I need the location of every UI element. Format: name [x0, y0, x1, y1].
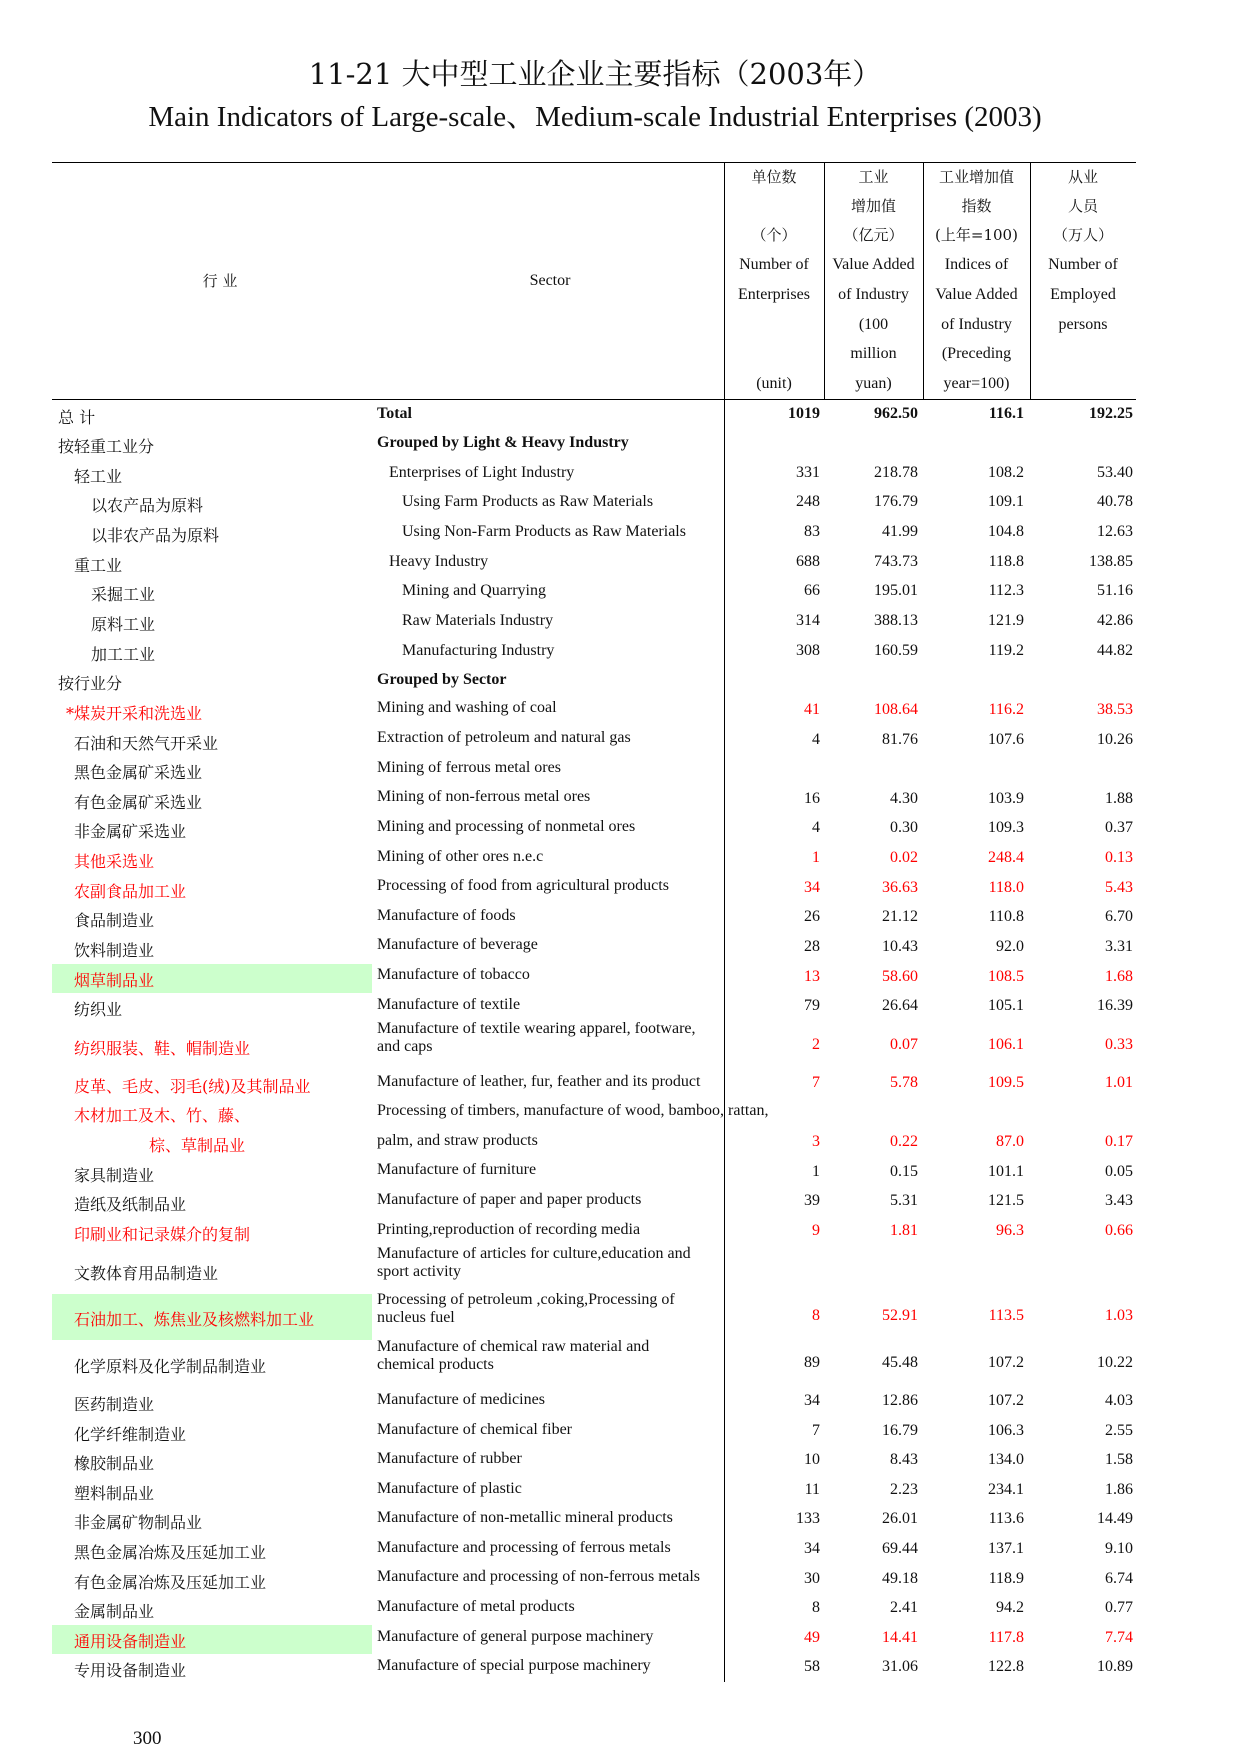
header-text: (unit): [756, 375, 792, 392]
employed-value: 38.53: [1097, 701, 1133, 718]
employed-value: 16.39: [1097, 997, 1133, 1014]
enterprises-value: 30: [804, 1570, 820, 1587]
enterprises-value: 248: [796, 493, 820, 510]
value-added-value: 26.64: [882, 997, 918, 1014]
industry-cn: 农副食品加工业: [74, 882, 187, 901]
industry-cn: 化学原料及化学制品制造业: [74, 1357, 267, 1376]
sector-en: Using Non-Farm Products as Raw Materials: [402, 523, 686, 540]
index-value: 105.1: [988, 997, 1024, 1014]
employed-value: 44.82: [1097, 642, 1133, 659]
header-bottom-rule: [52, 399, 1136, 400]
value-added-value: 160.59: [874, 642, 918, 659]
enterprises-value: 11: [804, 1481, 820, 1498]
sector-en: Manufacture of rubber: [377, 1450, 522, 1467]
industry-cn: 化学纤维制造业: [74, 1425, 187, 1444]
value-added-value: 58.60: [882, 968, 918, 985]
employed-value: 9.10: [1105, 1540, 1133, 1557]
sector-en: Manufacture of tobacco: [377, 966, 530, 983]
enterprises-value: 7: [812, 1422, 820, 1439]
employed-value: 4.03: [1105, 1392, 1133, 1409]
page-number: 300: [133, 1728, 162, 1749]
value-added-value: 0.30: [890, 819, 918, 836]
industry-cn: 食品制造业: [74, 911, 155, 930]
enterprises-value: 89: [804, 1354, 820, 1371]
employed-value: 10.89: [1097, 1658, 1133, 1675]
enterprises-value: 41: [804, 701, 820, 718]
sector-en: Grouped by Light & Heavy Industry: [377, 434, 629, 451]
header-text: Enterprises: [738, 286, 810, 303]
index-value: 113.6: [988, 1510, 1024, 1527]
sector-en: Manufacture of foods: [377, 907, 516, 924]
industry-cn: 按轻重工业分: [58, 437, 155, 456]
sector-en: Manufacture of paper and paper products: [377, 1191, 642, 1208]
header-text: 增加值: [850, 197, 896, 215]
enterprises-value: 34: [804, 1392, 820, 1409]
sector-en: Manufacture of special purpose machinery: [377, 1657, 651, 1674]
employed-value: 1.01: [1105, 1074, 1133, 1091]
value-added-value: 26.01: [882, 1510, 918, 1527]
enterprises-value: 79: [804, 997, 820, 1014]
value-added-value: 5.31: [890, 1192, 918, 1209]
industry-cn: 非金属矿物制品业: [74, 1513, 203, 1532]
industry-cn: 重工业: [74, 556, 123, 575]
header-text: yuan): [855, 375, 892, 392]
employed-value: 40.78: [1097, 493, 1133, 510]
sector-en: Processing of food from agricultural products: [377, 877, 669, 894]
employed-value: 53.40: [1097, 464, 1133, 481]
index-value: 109.3: [988, 819, 1024, 836]
employed-value: 10.22: [1097, 1354, 1133, 1371]
industry-cn: 石油加工、炼焦业及核燃料加工业: [74, 1310, 315, 1329]
employed-value: 3.31: [1105, 938, 1133, 955]
industry-cn: 非金属矿采选业: [74, 822, 187, 841]
enterprises-value: 3: [812, 1133, 820, 1150]
employed-value: 1.58: [1105, 1451, 1133, 1468]
sector-en: Manufacture and processing of ferrous metals: [377, 1539, 671, 1556]
industry-cn: 总 计: [58, 408, 96, 427]
value-added-value: 45.48: [882, 1354, 918, 1371]
industry-cn: 原料工业: [91, 615, 156, 634]
industry-cn: 黑色金属矿采选业: [74, 763, 203, 782]
enterprises-value: 7: [812, 1074, 820, 1091]
industry-cn: 有色金属冶炼及压延加工业: [74, 1573, 267, 1592]
enterprises-value: 83: [804, 523, 820, 540]
industry-cn: 加工工业: [91, 645, 156, 664]
sector-en: Grouped by Sector: [377, 671, 507, 688]
header-text: 从业: [1067, 168, 1098, 186]
value-added-value: 52.91: [882, 1307, 918, 1324]
header-text: Value Added: [832, 256, 915, 273]
index-value: 122.8: [988, 1658, 1024, 1675]
industry-cn: 纺织服装、鞋、帽制造业: [74, 1039, 251, 1058]
value-added-value: 1.81: [890, 1222, 918, 1239]
sector-en: Heavy Industry: [389, 553, 489, 570]
index-value: 107.6: [988, 731, 1024, 748]
index-value: 121.5: [988, 1192, 1024, 1209]
sector-en: Raw Materials Industry: [402, 612, 554, 629]
industry-cn: 文教体育用品制造业: [74, 1264, 219, 1283]
index-value: 119.2: [988, 642, 1024, 659]
index-value: 112.3: [988, 582, 1024, 599]
enterprises-value: 4: [812, 819, 820, 836]
header-text: Number of: [1048, 256, 1118, 273]
industry-cn: 通用设备制造业: [74, 1632, 187, 1651]
header-text: Employed: [1050, 286, 1116, 303]
industry-cn: 采掘工业: [91, 585, 156, 604]
sector-en: Manufacture of beverage: [377, 936, 538, 953]
employed-value: 51.16: [1097, 582, 1133, 599]
enterprises-value: 34: [804, 879, 820, 896]
employed-value: 6.74: [1105, 1570, 1133, 1587]
sector-en: Mining of ferrous metal ores: [377, 759, 561, 776]
sector-en: Mining of other ores n.e.c: [377, 848, 544, 865]
sector-en: Manufacture of medicines: [377, 1391, 545, 1408]
header-text: Value Added: [935, 286, 1018, 303]
employed-value: 1.68: [1105, 968, 1133, 985]
index-value: 106.1: [988, 1036, 1024, 1053]
index-value: 248.4: [988, 849, 1024, 866]
header-text: (100: [858, 316, 889, 333]
sector-en: Mining and washing of coal: [377, 699, 557, 716]
sector-en: Manufacture of non-metallic mineral products: [377, 1509, 673, 1526]
value-added-value: 108.64: [874, 701, 918, 718]
header-text: (上年=100): [935, 226, 1018, 244]
index-value: 107.2: [988, 1354, 1024, 1371]
employed-value: 2.55: [1105, 1422, 1133, 1439]
value-added-value: 2.41: [890, 1599, 918, 1616]
industry-cn: 石油和天然气开采业: [74, 734, 219, 753]
value-added-value: 81.76: [882, 731, 918, 748]
header-text: (Preceding: [941, 345, 1012, 362]
enterprises-value: 49: [804, 1629, 820, 1646]
industry-cn: 印刷业和记录媒介的复制: [74, 1225, 251, 1244]
sector-en: palm, and straw products: [377, 1132, 538, 1149]
enterprises-value: 8: [812, 1307, 820, 1324]
index-value: 108.5: [988, 968, 1024, 985]
value-added-value: 12.86: [882, 1392, 918, 1409]
index-value: 101.1: [988, 1163, 1024, 1180]
enterprises-value: 133: [796, 1510, 820, 1527]
enterprises-value: 58: [804, 1658, 820, 1675]
enterprises-value: 28: [804, 938, 820, 955]
sector-en: Total: [377, 405, 412, 422]
header-text: （亿元）: [843, 226, 904, 244]
sector-en: Manufacture of articles for culture,education and sport activity: [377, 1245, 691, 1280]
employed-value: 6.70: [1105, 908, 1133, 925]
enterprises-value: 688: [796, 553, 820, 570]
value-added-value: 388.13: [874, 612, 918, 629]
page-title-cn: 11-21 大中型工业企业主要指标（2003年）: [308, 57, 882, 91]
value-added-value: 21.12: [882, 908, 918, 925]
industry-cn: 饮料制造业: [74, 941, 155, 960]
index-value: 109.5: [988, 1074, 1024, 1091]
index-value: 121.9: [988, 612, 1024, 629]
enterprises-value: 26: [804, 908, 820, 925]
header-text: 工业: [858, 168, 889, 186]
enterprises-value: 16: [804, 790, 820, 807]
header-text: million: [850, 345, 897, 362]
value-added-value: 195.01: [874, 582, 918, 599]
value-added-value: 41.99: [882, 523, 918, 540]
value-added-value: 962.50: [874, 405, 918, 422]
header-text: （个）: [751, 226, 797, 244]
industry-cn: 棕、草制品业: [149, 1136, 246, 1155]
index-value: 87.0: [996, 1133, 1024, 1150]
index-value: 96.3: [996, 1222, 1024, 1239]
value-added-value: 16.79: [882, 1422, 918, 1439]
value-added-value: 14.41: [882, 1629, 918, 1646]
enterprises-value: 9: [812, 1222, 820, 1239]
value-added-value: 36.63: [882, 879, 918, 896]
employed-value: 138.85: [1089, 553, 1133, 570]
index-value: 92.0: [996, 938, 1024, 955]
enterprises-value: 66: [804, 582, 820, 599]
employed-value: 0.77: [1105, 1599, 1133, 1616]
sector-en: Manufacture of plastic: [377, 1480, 522, 1497]
value-added-value: 31.06: [882, 1658, 918, 1675]
employed-value: 0.66: [1105, 1222, 1133, 1239]
header-text: 单位数: [751, 168, 797, 186]
sector-en: Mining and processing of nonmetal ores: [377, 818, 636, 835]
value-added-value: 69.44: [882, 1540, 918, 1557]
header-text: Number of: [739, 256, 809, 273]
sector-en: Manufacture of general purpose machinery: [377, 1628, 654, 1645]
index-value: 118.9: [988, 1570, 1024, 1587]
index-value: 113.5: [988, 1307, 1024, 1324]
index-value: 108.2: [988, 464, 1024, 481]
enterprises-value: 34: [804, 1540, 820, 1557]
industry-cn: 以农产品为原料: [91, 496, 204, 515]
index-value: 94.2: [996, 1599, 1024, 1616]
index-value: 116.1: [988, 405, 1024, 422]
industry-cn: 塑料制品业: [74, 1484, 155, 1503]
header-text: （万人）: [1052, 226, 1113, 244]
index-value: 110.8: [988, 908, 1024, 925]
index-value: 137.1: [988, 1540, 1024, 1557]
employed-value: 42.86: [1097, 612, 1133, 629]
index-value: 103.9: [988, 790, 1024, 807]
sector-en: Manufacturing Industry: [402, 642, 555, 659]
enterprises-value: 2: [812, 1036, 820, 1053]
industry-cn: 其他采选业: [74, 852, 155, 871]
industry-cn: 有色金属矿采选业: [74, 793, 203, 812]
index-value: 107.2: [988, 1392, 1024, 1409]
employed-value: 0.33: [1105, 1036, 1133, 1053]
sector-en: Extraction of petroleum and natural gas: [377, 729, 631, 746]
header-text: year=100): [943, 375, 1010, 392]
sector-en: Manufacture of chemical fiber: [377, 1421, 573, 1438]
industry-cn: 木材加工及木、竹、藤、: [74, 1106, 251, 1125]
sector-en: Printing,reproduction of recording media: [377, 1221, 641, 1238]
employed-value: 7.74: [1105, 1629, 1133, 1646]
index-value: 234.1: [988, 1481, 1024, 1498]
value-added-value: 0.07: [890, 1036, 918, 1053]
industry-cn: 专用设备制造业: [74, 1661, 187, 1680]
employed-value: 3.43: [1105, 1192, 1133, 1209]
enterprises-value: 1: [812, 849, 820, 866]
sector-en: Using Farm Products as Raw Materials: [402, 493, 654, 510]
sector-en: Manufacture of furniture: [377, 1161, 537, 1178]
value-added-value: 2.23: [890, 1481, 918, 1498]
enterprises-value: 39: [804, 1192, 820, 1209]
industry-cn: *煤炭开采和洗选业: [66, 704, 203, 723]
page-title-en: Main Indicators of Large-scale、Medium-scale Industrial Enterprises (2003): [148, 101, 1042, 133]
header-text: 工业增加值: [938, 168, 1014, 186]
sector-en: Manufacture of chemical raw material and chemical products: [377, 1338, 650, 1373]
industry-cn: 纺织业: [74, 1000, 123, 1019]
industry-cn: 医药制造业: [74, 1395, 155, 1414]
header-text: Indices of: [944, 256, 1009, 273]
industry-cn: 家具制造业: [74, 1166, 155, 1185]
sector-en: Manufacture of textile wearing apparel, footware, and caps: [377, 1020, 696, 1055]
sector-en: Manufacture of leather, fur, feather and its product: [377, 1073, 701, 1090]
value-added-value: 49.18: [882, 1570, 918, 1587]
industry-cn: 金属制品业: [74, 1602, 155, 1621]
value-added-value: 0.15: [890, 1163, 918, 1180]
value-added-value: 10.43: [882, 938, 918, 955]
index-value: 106.3: [988, 1422, 1024, 1439]
sector-en: Processing of petroleum ,coking,Processing of nucleus fuel: [377, 1291, 675, 1326]
sector-en: Mining of non-ferrous metal ores: [377, 788, 591, 805]
index-value: 109.1: [988, 493, 1024, 510]
value-added-value: 0.02: [890, 849, 918, 866]
index-value: 117.8: [988, 1629, 1024, 1646]
sector-en: Manufacture of textile: [377, 996, 521, 1013]
index-value: 134.0: [988, 1451, 1024, 1468]
employed-value: 10.26: [1097, 731, 1133, 748]
value-added-value: 218.78: [874, 464, 918, 481]
employed-value: 0.17: [1105, 1133, 1133, 1150]
sector-en: Enterprises of Light Industry: [389, 464, 575, 481]
enterprises-value: 1019: [788, 405, 820, 422]
enterprises-value: 308: [796, 642, 820, 659]
index-value: 116.2: [988, 701, 1024, 718]
header-text: persons: [1058, 316, 1108, 333]
value-added-value: 4.30: [890, 790, 918, 807]
enterprises-value: 13: [804, 968, 820, 985]
employed-value: 1.86: [1105, 1481, 1133, 1498]
value-added-value: 0.22: [890, 1133, 918, 1150]
header-text: 指数: [961, 197, 992, 215]
employed-value: 14.49: [1097, 1510, 1133, 1527]
enterprises-value: 4: [812, 731, 820, 748]
sector-en: Processing of timbers, manufacture of wood, bamboo, rattan,: [377, 1102, 769, 1119]
employed-value: 0.37: [1105, 819, 1133, 836]
value-added-value: 8.43: [890, 1451, 918, 1468]
index-value: 104.8: [988, 523, 1024, 540]
enterprises-value: 8: [812, 1599, 820, 1616]
industry-cn: 烟草制品业: [74, 971, 155, 990]
value-added-value: 176.79: [874, 493, 918, 510]
employed-value: 12.63: [1097, 523, 1133, 540]
employed-value: 1.88: [1105, 790, 1133, 807]
industry-cn: 造纸及纸制品业: [74, 1195, 187, 1214]
industry-cn: 黑色金属冶炼及压延加工业: [74, 1543, 267, 1562]
header-text: 人员: [1067, 197, 1098, 215]
employed-value: 0.13: [1105, 849, 1133, 866]
industry-cn: 皮革、毛皮、羽毛(绒)及其制品业: [74, 1077, 311, 1096]
employed-value: 0.05: [1105, 1163, 1133, 1180]
industry-cn: 橡胶制品业: [74, 1454, 155, 1473]
enterprises-value: 1: [812, 1163, 820, 1180]
header-industry-cn: 行 业: [202, 272, 238, 290]
employed-value: 5.43: [1105, 879, 1133, 896]
value-added-value: 5.78: [890, 1074, 918, 1091]
index-value: 118.0: [988, 879, 1024, 896]
industry-cn: 按行业分: [58, 674, 123, 693]
industry-cn: 以非农产品为原料: [91, 526, 220, 545]
header-text: of Industry: [941, 316, 1012, 333]
enterprises-value: 10: [804, 1451, 820, 1468]
sector-en: Mining and Quarrying: [402, 582, 546, 599]
employed-value: 1.03: [1105, 1307, 1133, 1324]
industry-cn: 轻工业: [74, 467, 123, 486]
index-value: 118.8: [988, 553, 1024, 570]
enterprises-value: 314: [796, 612, 820, 629]
header-text: of Industry: [838, 286, 909, 303]
sector-en: Manufacture of metal products: [377, 1598, 575, 1615]
enterprises-value: 331: [796, 464, 820, 481]
sector-en: Manufacture and processing of non-ferrous metals: [377, 1568, 700, 1585]
header-sector-en: Sector: [529, 272, 571, 289]
value-added-value: 743.73: [874, 553, 918, 570]
employed-value: 192.25: [1089, 405, 1133, 422]
